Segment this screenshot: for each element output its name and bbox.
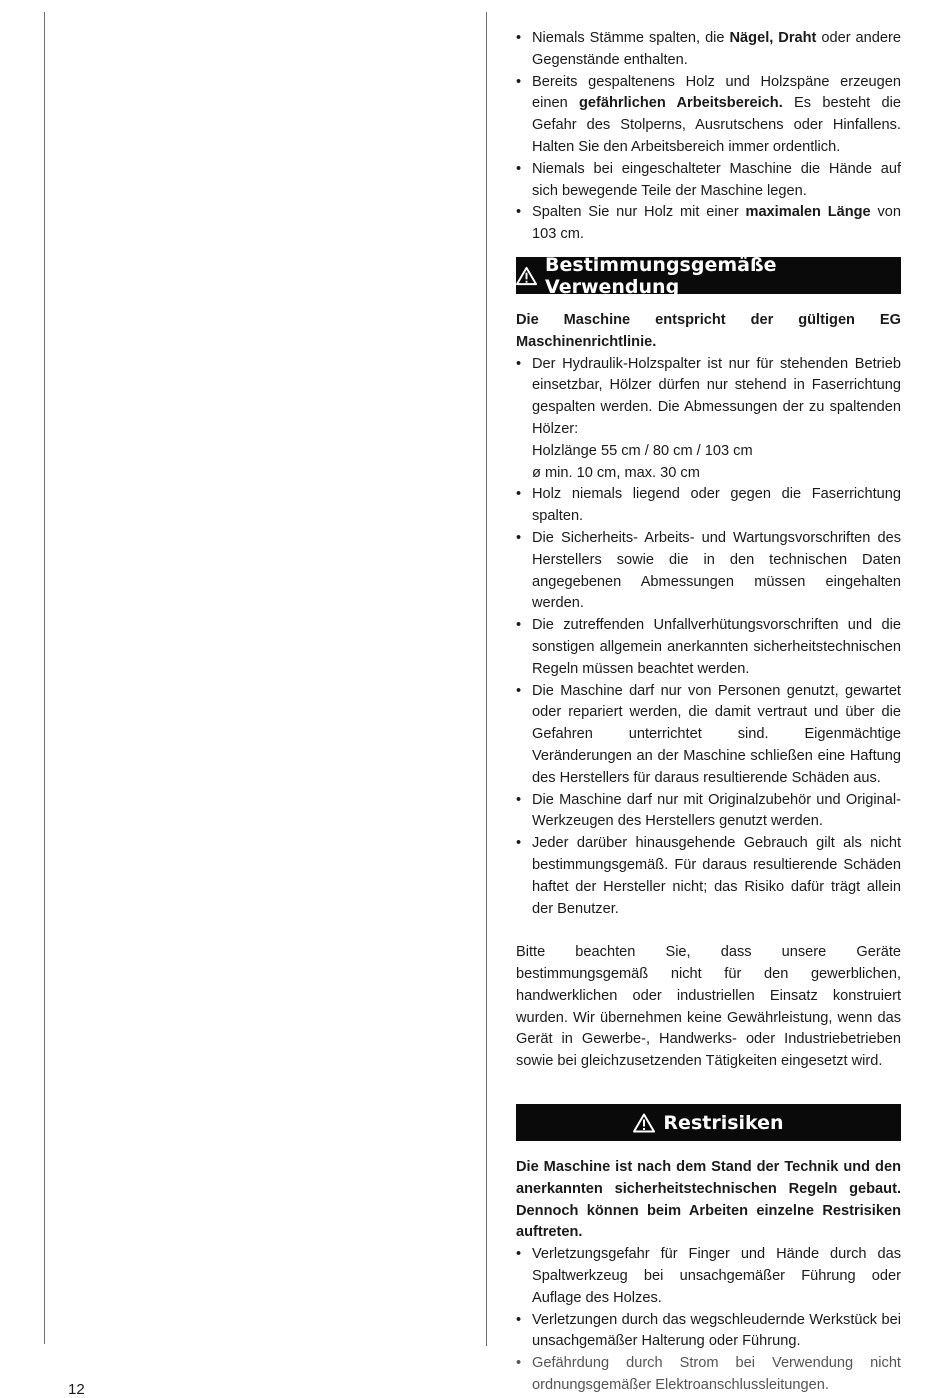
section-banner-intended-use bbox=[516, 253, 901, 298]
intended-use-section bbox=[516, 310, 901, 1073]
warning-triangle-icon bbox=[633, 1113, 655, 1133]
section-lead: Die Maschine ist nach dem Stand der Technik und den anerkannten sicherheitstechnischen Regeln gebaut. Dennoch können beim Arbeiten einzelne Restrisiken auftreten. bbox=[516, 1159, 901, 1241]
bullet-line: • Die Maschine darf nur von Personen genutzt, gewartet oder repariert werden, die damit vertraut und über die Gefahren unterrichtet sind. Eigenmächtige Veränderungen an der Maschine schließen eine Haftung des Herstellers für daraus resultierende Schäden aus. bbox=[532, 682, 901, 786]
bullet-line: • Holz niemals liegend oder gegen die Faserrichtung spalten. bbox=[532, 486, 901, 525]
bullet-line: • Die Sicherheits- Arbeits- und Wartungsvorschriften des Herstellers sowie die in den technischen Daten angegebenen Abmessungen müssen eingehalten werden. bbox=[532, 529, 901, 612]
bullet-item: • Verletzungen durch das wegschleudernde Werkstück bei unsachgemäßer Halterung oder Führung. bbox=[516, 1310, 901, 1354]
bullet-item bbox=[516, 681, 901, 790]
bold-run: gefährlichen Arbeitsbereich. bbox=[579, 95, 783, 112]
section-banner-residual-risks bbox=[516, 1104, 901, 1141]
bullet-item bbox=[516, 159, 901, 203]
page-number: 12 bbox=[68, 1381, 85, 1398]
bold-run: maximalen Länge bbox=[745, 204, 871, 221]
text-run: Niemals bei eingeschalteter Maschine die Hände auf sich bewegende Teile der Maschine legen. bbox=[532, 160, 901, 199]
bullet-line: ø min. 10 cm, max. 30 cm bbox=[532, 464, 700, 481]
text-run: Bereits gespaltenens Holz und Holzspäne erzeugen einen bbox=[532, 73, 901, 112]
intended-use-bullet-list bbox=[516, 354, 901, 921]
bullet-item: • Verletzungsgefahr für Finger und Hände durch das Spaltwerkzeug bei unsachgemäßer Führung oder Auflage des Holzes. bbox=[516, 1244, 901, 1309]
bullet-item bbox=[516, 790, 901, 834]
left-margin-rule bbox=[44, 12, 45, 1344]
section-heading: Bestimmungsgemäße Verwendung bbox=[545, 253, 777, 298]
residual-risks-section bbox=[516, 1157, 901, 1397]
bold-run: Nägel, Draht bbox=[729, 30, 817, 46]
section-heading: Restrisiken bbox=[663, 1111, 784, 1134]
bullet-item bbox=[516, 354, 901, 485]
bullet-item bbox=[516, 528, 901, 615]
bullet-line: • Die Maschine darf nur mit Originalzubehör und Original-Werkzeugen des Herstellers genutzt werden. bbox=[532, 791, 901, 830]
column-divider-rule bbox=[486, 12, 487, 1346]
safety-bullets-block bbox=[516, 28, 901, 246]
text-run: oder andere Gegenstände enthalten. bbox=[532, 30, 901, 68]
residual-risks-bullet-list bbox=[516, 1244, 901, 1397]
text-run: Niemals Stämme spalten, die bbox=[532, 30, 730, 46]
warning-triangle-icon bbox=[516, 266, 537, 286]
bullet-item bbox=[516, 28, 901, 72]
text-run: Spalten Sie nur Holz mit einer bbox=[532, 204, 746, 221]
usage-note-paragraph: Bitte beachten Sie, dass unsere Geräte bestimmungsgemäß nicht für den gewerblichen, handwerklichen oder industriellen Einsatz konstruiert wurden. Wir übernehmen keine Gewährleistung, wenn das Gerät in Gewerbe-, Handwerks- oder Industriebetrieben sowie bei gleichzusetzenden Tätigkeiten eingesetzt wird. bbox=[516, 944, 901, 1070]
section-lead: Die Maschine entspricht der gültigen EG Maschinenrichtlinie. bbox=[516, 312, 901, 350]
bullet-line: • Jeder darüber hinausgehende Gebrauch gilt als nicht bestimmungsgemäß. Für daraus resultierende Schäden haftet der Hersteller nicht; das Risiko dafür trägt allein der Benutzer. bbox=[532, 835, 901, 917]
bullet-item bbox=[516, 484, 901, 528]
bullet-item bbox=[516, 833, 901, 920]
bullet-line: • Die zutreffenden Unfallverhütungsvorschriften und die sonstigen allgemein anerkannten sicherheitstechnischen Regeln müssen beachtet werden. bbox=[532, 617, 901, 677]
bullet-item bbox=[516, 202, 901, 246]
bullet-item: • Gefährdung durch Strom bei Verwendung nicht ordnungsgemäßer Elektroanschlussleitungen. bbox=[516, 1353, 901, 1397]
text-run: von 103 cm. bbox=[532, 204, 901, 243]
bullet-line: • Der Hydraulik-Holzspalter ist nur für stehenden Betrieb einsetzbar, Hölzer dürfen nur stehend in Faserrichtung gespalten werden. Die Abmessungen der zu spaltenden Hölzer: bbox=[532, 355, 901, 437]
text-run: Es besteht die Gefahr des Stolperns, Ausrutschens oder Hinfallens. Halten Sie den Arbeitsbereich immer ordentlich. bbox=[532, 95, 902, 155]
safety-bullet-list bbox=[516, 28, 901, 246]
bullet-item bbox=[516, 72, 901, 159]
bullet-item bbox=[516, 615, 901, 680]
bullet-line: Holzlänge 55 cm / 80 cm / 103 cm bbox=[532, 442, 753, 459]
